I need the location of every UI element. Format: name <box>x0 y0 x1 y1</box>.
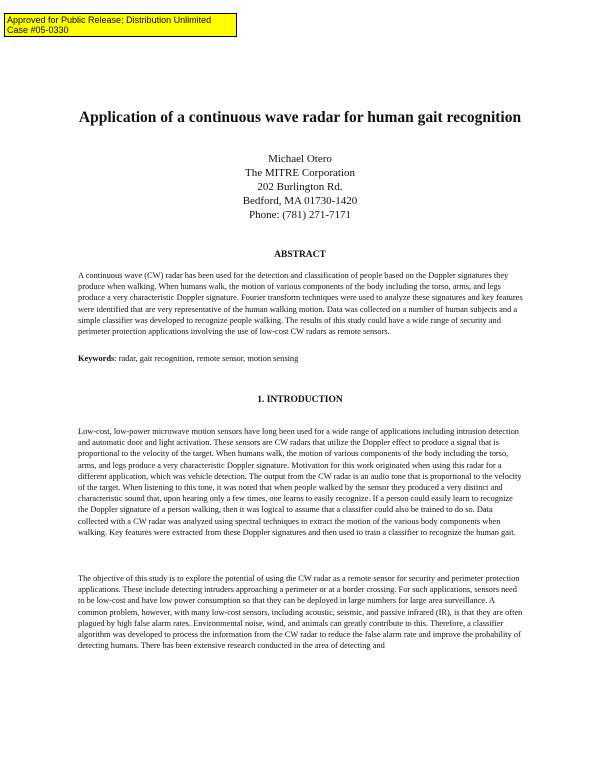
keywords-list: : radar, gait recognition, remote sensor, motion sensing <box>114 354 299 363</box>
author-city: Bedford, MA 01730-1420 <box>242 195 358 207</box>
release-stamp <box>4 13 237 37</box>
introduction-paragraph-1: Low-cost, low-power microwave motion sensors have long been used for a wide range of applications including intrusion detection and automatic door and light activation. These sensors are CW radars that utilize the Doppler effect to produce a signal that is proportional to the velocity of the target. When humans walk, the motion of various components of the body including the torso, arms, and legs produce a very characteristic Doppler signature. Motivation for this work originated when using this radar for a different application, which was vehicle detection. The output from the CW radar is an audio tone that is proportional to the velocity of the target. When listening to this tone, it was noted that when people walked by the sensor they produced a very distinct and characteristic sound that, upon hearing only a few times, one learns to easily recognize. If a person could easily learn to recognize the Doppler signature of a person walking, then it was logical to assume that a classifier could also be trained to do so. Data collected with a CW radar was analyzed using spectral techniques to extract the motion of the various body components when walking. Key features were extracted from these Doppler signatures and then used to train a classifier to recognize the human gait. <box>78 427 522 537</box>
keywords-label: Keywords <box>78 354 115 363</box>
keywords-line <box>78 353 524 364</box>
introduction-heading: 1. INTRODUCTION <box>257 395 343 405</box>
abstract-heading: ABSTRACT <box>274 250 326 260</box>
author-phone: Phone: (781) 271-7171 <box>248 209 352 221</box>
introduction-paragraph-2: The objective of this study is to explore the potential of using the CW radar as a remote sensor for security and perimeter protection applications. These include detecting intruders approaching a perimeter or at a border crossing. For such applications, sensors need to be low-cost and have low power consumption so that they can be deployed in large numbers for large area surveillance. A common problem, however, with many low-cost sensors, including acoustic, seismic, and passive infrared (IR), is that they are often plagued by high false alarm rates. Environmental noise, wind, and animals can greatly contribute to this. Therefore, a classifier algorithm was developed to process the information from the CW radar to reduce the false alarm rate and improve the probability of detecting humans. There has been extensive research conducted in the area of detecting and <box>78 574 523 651</box>
author-block <box>150 152 450 222</box>
author-name: Michael Otero <box>268 153 332 165</box>
author-street: 202 Burlington Rd. <box>257 181 343 193</box>
release-stamp-line1: Approved for Public Release; Distribution Unlimited <box>7 15 212 25</box>
release-stamp-line2: Case #05-0330 <box>7 25 69 35</box>
author-organization: The MITRE Corporation <box>245 167 355 179</box>
paper-title: Application of a continuous wave radar for human gait recognition <box>78 109 522 126</box>
abstract-text: A continuous wave (CW) radar has been used for the detection and classification of people based on the Doppler signatures they produce when walking. When humans walk, the motion of various components of the body including the torso, arms, and legs produce a very characteristic Doppler signature. Fourier transform techniques were used to analyze these signatures and key features were identified that are very representative of the human walking motion. Data was collected on a number of human subjects and a simple classifier was developed to recognize people walking. The results of this study could have a wide range of security and perimeter protection applications involving the use of low-cost CW radars as remote sensors. <box>78 271 523 337</box>
